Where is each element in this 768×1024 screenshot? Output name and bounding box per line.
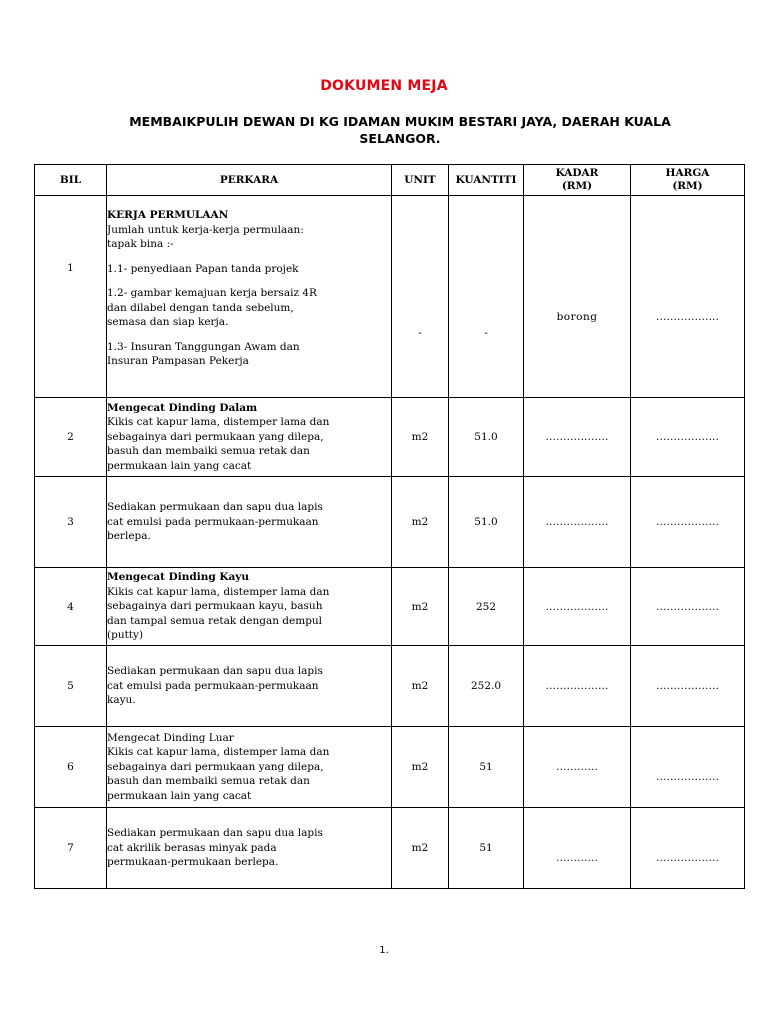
table-row — [35, 808, 745, 889]
row-3-kuantiti: 51.0 — [449, 477, 524, 568]
row-1-perkara — [107, 196, 392, 398]
row-4-unit: m2 — [392, 568, 449, 646]
table-row — [35, 727, 745, 808]
row-2-line3: basuh dan membaiki semua retak dan — [107, 445, 310, 458]
row-1-unit-value: - — [418, 326, 422, 339]
row-3-harga: ……………… — [631, 477, 745, 568]
row-1-kadar-value: borong — [556, 310, 598, 323]
row-6-line5: permukaan lain yang cacat — [107, 789, 252, 802]
document-title: DOKUMEN MEJA — [320, 78, 448, 94]
row-1-heading: KERJA PERMULAAN — [107, 209, 229, 221]
row-5-kadar: ……………… — [524, 646, 631, 727]
row-7-perkara — [107, 808, 392, 889]
row-3-bil: 3 — [35, 477, 107, 568]
row-6-harga — [631, 727, 745, 808]
row-2-unit: m2 — [392, 398, 449, 477]
table-header-row — [35, 165, 745, 196]
row-1-para3-line1: 1.2- gambar kemajuan kerja bersaiz 4R — [107, 287, 317, 299]
header-kadar-line1: KADAR — [555, 167, 599, 179]
bill-of-quantities-table — [34, 164, 745, 889]
row-6-kadar: ………… — [524, 727, 631, 808]
row-4-kuantiti: 252 — [449, 568, 524, 646]
header-perkara: PERKARA — [107, 165, 392, 196]
row-7-harga — [631, 808, 745, 889]
header-unit: UNIT — [392, 165, 449, 196]
row-5-line1: Sediakan permukaan dan sapu dua lapis — [107, 665, 323, 678]
row-5-bil: 5 — [35, 646, 107, 727]
row-4-line1: Kikis cat kapur lama, distemper lama dan — [107, 585, 330, 598]
row-3-unit: m2 — [392, 477, 449, 568]
row-2-kuantiti: 51.0 — [449, 398, 524, 477]
row-7-kadar-value: ………… — [556, 852, 598, 864]
row-6-kuantiti: 51 — [449, 727, 524, 808]
header-kadar — [524, 165, 631, 196]
row-1-para2-line1: 1.1- penyediaan Papan tanda projek — [107, 262, 299, 275]
row-4-harga: ……………… — [631, 568, 745, 646]
row-2-kadar: ……………… — [524, 398, 631, 477]
row-6-harga-value: ……………… — [656, 771, 719, 783]
row-1-kuantiti-value: - — [484, 326, 488, 339]
row-7-bil: 7 — [35, 808, 107, 889]
row-5-perkara — [107, 646, 392, 727]
row-1-para1-line2: tapak bina :- — [107, 238, 174, 250]
row-3-line1: Sediakan permukaan dan sapu dua lapis — [107, 501, 323, 514]
row-1-harga-value: ……………… — [656, 310, 719, 323]
row-1-bil — [35, 196, 107, 398]
row-1-para4-line1: 1.3- Insuran Tanggungan Awam dan — [107, 340, 300, 353]
row-6-line3: sebagainya dari permukaan yang dilepa, — [107, 760, 324, 773]
row-4-line3: dan tampal semua retak dengan dempul — [107, 614, 323, 627]
row-3-perkara — [107, 477, 392, 568]
row-3-kadar: ……………… — [524, 477, 631, 568]
row-7-line3: permukaan-permukaan berlepa. — [107, 856, 279, 869]
page-number: 1. — [379, 945, 389, 956]
row-4-kadar: ……………… — [524, 568, 631, 646]
row-1-para3-line3: semasa dan siap kerja. — [107, 316, 229, 328]
row-5-line2: cat emulsi pada permukaan-permukaan — [107, 679, 319, 692]
row-1-unit — [392, 196, 449, 398]
header-harga-line1: HARGA — [665, 167, 710, 179]
header-harga — [631, 165, 745, 196]
row-1-bil-value: 1 — [67, 261, 74, 274]
row-7-unit: m2 — [392, 808, 449, 889]
row-6-line4: basuh dan membaiki semua retak dan — [107, 775, 310, 788]
row-1-kadar — [524, 196, 631, 398]
row-1-harga — [631, 196, 745, 398]
row-5-kuantiti: 252.0 — [449, 646, 524, 727]
row-3-line3: berlepa. — [107, 530, 151, 543]
row-3-line2: cat emulsi pada permukaan-permukaan — [107, 515, 319, 528]
row-1-para3-line2: dan dilabel dengan tanda sebelum, — [107, 301, 294, 314]
row-5-unit: m2 — [392, 646, 449, 727]
document-subtitle: MEMBAIKPULIH DEWAN DI KG IDAMAN MUKIM BESTARI JAYA, DAERAH KUALA SELANGOR. — [129, 114, 671, 146]
table-row — [35, 398, 745, 477]
row-7-kuantiti: 51 — [449, 808, 524, 889]
row-1-para4-line2: Insuran Pampasan Pekerja — [107, 355, 249, 367]
row-4-bil: 4 — [35, 568, 107, 646]
row-5-harga: ……………… — [631, 646, 745, 727]
row-7-harga-value: ……………… — [656, 852, 719, 864]
row-1-para1-line1: Jumlah untuk kerja-kerja permulaan: — [107, 223, 304, 236]
table-row — [35, 568, 745, 646]
row-6-perkara — [107, 727, 392, 808]
table-row — [35, 646, 745, 727]
row-2-heading: Mengecat Dinding Dalam — [107, 401, 258, 414]
row-6-bil: 6 — [35, 727, 107, 808]
row-4-heading: Mengecat Dinding Kayu — [107, 571, 250, 584]
row-6-line2: Kikis cat kapur lama, distemper lama dan — [107, 746, 330, 759]
table-row — [35, 477, 745, 568]
row-7-line2: cat akrilik berasas minyak pada — [107, 841, 277, 854]
row-6-line1: Mengecat Dinding Luar — [107, 731, 234, 744]
table-row — [35, 196, 745, 398]
row-2-line1: Kikis cat kapur lama, distemper lama dan — [107, 416, 330, 429]
row-4-perkara — [107, 568, 392, 646]
row-2-line2: sebagainya dari permukaan yang dilepa, — [107, 430, 324, 443]
row-1-kuantiti — [449, 196, 524, 398]
row-2-harga: ……………… — [631, 398, 745, 477]
header-bil: BIL — [35, 165, 107, 196]
header-kadar-line2: (RM) — [561, 180, 593, 192]
row-4-line4: (putty) — [107, 629, 144, 642]
header-harga-line2: (RM) — [672, 180, 703, 192]
row-7-kadar — [524, 808, 631, 889]
row-2-perkara — [107, 398, 392, 477]
row-6-unit: m2 — [392, 727, 449, 808]
row-7-line1: Sediakan permukaan dan sapu dua lapis — [107, 827, 323, 840]
header-kuantiti: KUANTITI — [449, 165, 524, 196]
row-4-line2: sebagainya dari permukaan kayu, basuh — [107, 600, 323, 613]
row-2-line4: permukaan lain yang cacat — [107, 459, 252, 472]
row-2-bil: 2 — [35, 398, 107, 477]
row-5-line3: kayu. — [107, 694, 136, 707]
